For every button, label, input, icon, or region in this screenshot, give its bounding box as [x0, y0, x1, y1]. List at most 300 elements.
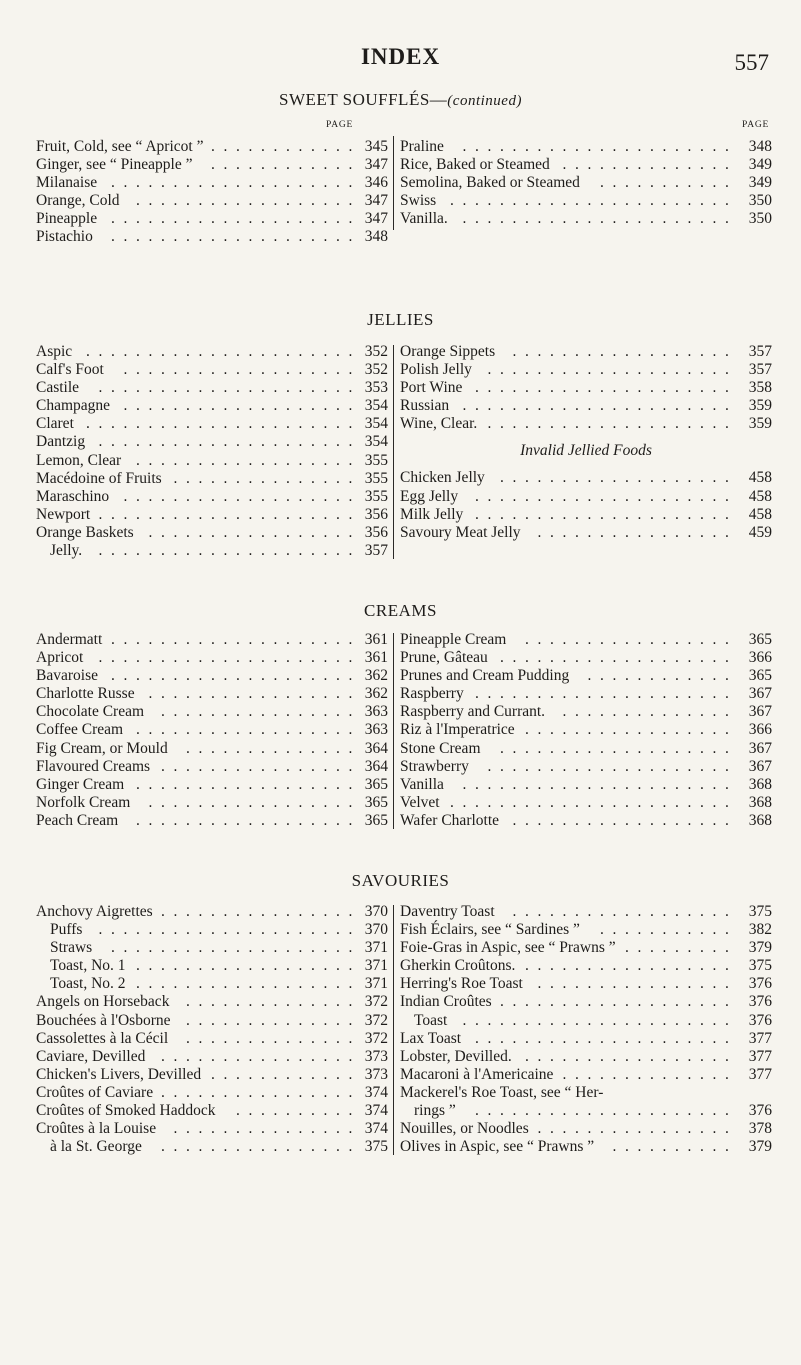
leader-dots: . . . . . . . . . . . . . . . . . . . . .	[98, 542, 353, 560]
entry-title: Angels on Horseback	[36, 993, 170, 1011]
index-entry	[36, 740, 388, 758]
index-entry	[400, 1066, 772, 1084]
right-column	[400, 631, 772, 830]
entry-title: Andermatt	[36, 631, 103, 648]
entry-title: Coffee Cream	[36, 721, 124, 739]
leader-dots: . . . . . . . . . . . . . . . . . . . .	[487, 361, 729, 379]
index-entry	[36, 1048, 388, 1066]
running-head	[0, 44, 801, 78]
leader-dots: . . . . . . . . . . . . . . . .	[537, 523, 729, 541]
entry-page: 355	[364, 469, 388, 487]
entry-title: Nouilles, or Noodles	[400, 1120, 529, 1138]
index-title: INDEX	[360, 44, 441, 69]
entry-title: Chicken Jelly	[400, 469, 485, 487]
leader-dots: . . . . . . . . . . . . . . . . . . . . . .	[462, 775, 729, 793]
leader-dots: . . . . . . . . . . . . . . . . . .	[136, 957, 353, 975]
leader-dots: . . . . . . . . . . . . . .	[186, 993, 353, 1011]
entry-page: 357	[364, 542, 388, 560]
entry-title: à la St. George	[50, 1138, 142, 1156]
entry-title: Ginger, see “ Pineapple ”	[36, 156, 193, 174]
entry-page: 373	[364, 1047, 388, 1065]
leader-dots: . . . . . . . . . . . . . . . . . . . . .	[475, 1029, 729, 1047]
entry-page: 371	[364, 939, 388, 957]
entry-page: 379	[748, 939, 772, 957]
entry-title: Milk Jelly	[400, 505, 464, 523]
index-entry	[400, 776, 772, 794]
leader-dots: . . . . . . . . . . . . . . . . . .	[136, 811, 353, 829]
entry-title: Strawberry	[400, 757, 469, 775]
leader-dots: . . . . . . . . . . . . . . . . . . .	[123, 361, 353, 379]
entry-page: 354	[364, 415, 388, 433]
entry-page: 374	[364, 1083, 388, 1101]
entry-page: 365	[364, 793, 388, 811]
leader-dots: . . . . . . . . . . . . . . . . . .	[136, 775, 353, 793]
index-entry	[400, 957, 772, 975]
entry-title: Vanilla.	[400, 210, 448, 228]
index-entry	[400, 703, 772, 721]
leader-dots: . . . . . . . . . . . . . . . . . . . . .	[475, 487, 729, 505]
entry-title: Daventry Toast	[400, 903, 495, 920]
entry-page: 345	[364, 138, 388, 155]
entry-page: 357	[748, 343, 772, 360]
leader-dots: . . . . . . . . . . . . . . . . .	[525, 957, 729, 975]
entry-title: Orange Baskets	[36, 523, 134, 541]
leader-dots: . . . . . . . . . . . . . . . . .	[148, 793, 353, 811]
entry-title: Semolina, Baked or Steamed	[400, 174, 580, 192]
entry-title: Norfolk Cream	[36, 793, 131, 811]
leader-dots: . . . . . . . . . . . . . . . . . . . . . .	[462, 210, 729, 228]
index-entry	[36, 993, 388, 1011]
index-entry	[36, 649, 388, 667]
entry-title: Jelly.	[50, 542, 83, 560]
index-entry	[400, 1030, 772, 1048]
entry-title: Anchovy Aigrettes	[36, 903, 153, 920]
entry-page: 355	[364, 451, 388, 469]
entry-page: 375	[364, 1138, 388, 1156]
entry-page: 364	[364, 739, 388, 757]
entry-page: 377	[748, 1029, 772, 1047]
entry-page: 377	[748, 1047, 772, 1065]
index-entry	[36, 1030, 388, 1048]
entry-page: 346	[364, 174, 388, 192]
entry-page: 357	[748, 361, 772, 379]
entry-page: 358	[748, 379, 772, 397]
entry-title: Stone Cream	[400, 739, 481, 757]
entry-page: 365	[748, 631, 772, 648]
leader-dots: . . . . . . . . . . . . . . . . . . . . .	[98, 649, 353, 667]
index-entry	[400, 721, 772, 739]
entry-page: 347	[364, 156, 388, 174]
entry-title: Swiss	[400, 192, 437, 210]
entry-page: 363	[364, 703, 388, 721]
index-entry	[400, 812, 772, 830]
entry-page: 366	[748, 721, 772, 739]
entry-page: 362	[364, 667, 388, 685]
entry-title: Raspberry and Currant.	[400, 703, 546, 721]
leader-dots: . . . . . . . . . . . . . . . . . . . .	[111, 210, 353, 228]
entry-page: 371	[364, 957, 388, 975]
index-entry	[400, 156, 772, 174]
index-entry	[400, 174, 772, 192]
entry-page: 367	[748, 739, 772, 757]
entry-page: 458	[748, 505, 772, 523]
index-entry	[36, 415, 388, 433]
index-entry	[36, 397, 388, 415]
leader-dots: . . . . . . . . . . . . . . . . . . . .	[111, 939, 353, 957]
leader-dots: . . . . . . . . . . . . . . . . . . .	[123, 487, 353, 505]
index-entry	[400, 1084, 772, 1102]
leader-dots: . . . . . . . . . . . . . .	[186, 739, 353, 757]
entry-page: 367	[748, 685, 772, 703]
leader-dots: . . . . . . . . . . . . . . . . . . . . .	[98, 379, 353, 397]
leader-dots: . . . . . . . . . . . . . . .	[173, 469, 353, 487]
leader-dots: . . . . . . . . . . . .	[587, 667, 729, 685]
entry-title: Toast	[414, 1011, 448, 1029]
leader-dots: . . . . . . . . . . . . . .	[186, 1011, 353, 1029]
leader-dots: . . . . . . . . . . . . . . . . . . . . . .	[462, 138, 729, 155]
leader-dots: . . . . . . . . . . . . . . . .	[161, 903, 353, 920]
leader-dots: . . . . . . . . . . . . . . . . . . . . .	[98, 505, 353, 523]
leader-dots: . . . . . . . . . . . . . .	[562, 156, 729, 174]
index-entry	[36, 174, 388, 192]
leader-dots: . . . . . . . . . . . . . . . . . . . . .	[475, 685, 729, 703]
index-entry	[400, 1138, 772, 1156]
index-entry	[400, 210, 772, 228]
leader-dots: . . . . . . . . . . . . . .	[562, 703, 729, 721]
index-entry	[36, 156, 388, 174]
index-entry	[36, 1138, 388, 1156]
entry-title: Egg Jelly	[400, 487, 459, 505]
index-entry	[36, 1120, 388, 1138]
entry-page: 373	[364, 1065, 388, 1083]
leader-dots: . . . . . . . . . .	[612, 1138, 729, 1156]
entry-title: Flavoured Creams	[36, 757, 151, 775]
index-entry	[400, 488, 772, 506]
leader-dots: . . . . . . . . . . . . . . . . . . .	[123, 397, 353, 415]
entry-title: Savoury Meat Jelly	[400, 523, 521, 541]
entry-title: Wine, Clear.	[400, 415, 478, 433]
leader-dots: . . . . . . . . . . . . . . . .	[161, 757, 353, 775]
entry-page: 366	[748, 649, 772, 667]
entry-title: Castile	[36, 379, 80, 397]
entry-title: Toast, No. 2	[50, 975, 126, 993]
right-column	[400, 343, 772, 542]
index-entry	[400, 343, 772, 361]
entry-title: Rice, Baked or Steamed	[400, 156, 550, 174]
leader-dots: . . . . . . . . . . . .	[211, 156, 353, 174]
entry-title: Riz à l'Imperatrice	[400, 721, 515, 739]
index-entry	[36, 975, 388, 993]
entry-title: Indian Croûtes	[400, 993, 492, 1011]
index-entry	[36, 361, 388, 379]
entry-title: Macaroni à l'Americaine	[400, 1065, 554, 1083]
entry-title: Fish Éclairs, see “ Sardines ”	[400, 921, 580, 939]
leader-dots: . . . . . . . . . . . . . . . . .	[525, 1047, 729, 1065]
index-entry	[36, 812, 388, 830]
entry-page: 374	[364, 1102, 388, 1120]
index-entry	[400, 415, 772, 433]
index-entry	[36, 1102, 388, 1120]
leader-dots: . . . . . . . . . . . . . . . . . . . . . .	[86, 415, 353, 433]
leader-dots: . . . . . . . . . . . . . . . . . . . . .	[98, 433, 353, 451]
entry-title: Lemon, Clear	[36, 451, 122, 469]
index-entry	[400, 361, 772, 379]
leader-dots: . . . . . . . . . . . . . . . . . . . .	[111, 228, 353, 246]
entry-page: 347	[364, 192, 388, 210]
entry-title: Croûtes à la Louise	[36, 1120, 157, 1138]
entry-title: Ginger Cream	[36, 775, 125, 793]
index-subheading: Invalid Jellied Foods	[520, 442, 652, 460]
entry-title: Chocolate Cream	[36, 703, 145, 721]
entry-page: 368	[748, 793, 772, 811]
index-entry	[36, 939, 388, 957]
entry-page: 350	[748, 210, 772, 228]
index-entry	[36, 667, 388, 685]
leader-dots: . . . . . . . . . . . . . . .	[173, 1120, 353, 1138]
leader-dots: . . . . . . . . . . . . . . . . . . .	[500, 993, 729, 1011]
entry-title: Bavaroise	[36, 667, 98, 685]
leader-dots: . . . . . . . . . . . . . . . . . . . . .	[475, 505, 729, 523]
left-column	[36, 138, 388, 247]
leader-dots: . . . . . . . . . . . . . . . . . .	[512, 903, 729, 920]
entry-page: 375	[748, 957, 772, 975]
leader-dots: . . . . . . . . . . . . . . . . . .	[136, 192, 353, 210]
index-entry	[400, 685, 772, 703]
index-entry	[400, 1012, 772, 1030]
index-entry	[36, 524, 388, 542]
entry-title: Milanaise	[36, 174, 98, 192]
entry-page: 361	[364, 649, 388, 667]
entry-title: Pistachio	[36, 228, 93, 246]
leader-dots: . . . . . . . . . . . . . . . . . . . . . .	[462, 397, 729, 415]
right-column-page-label: PAGE	[742, 120, 770, 130]
index-entry	[36, 794, 388, 812]
entry-page: 458	[748, 487, 772, 505]
entry-page: 368	[748, 775, 772, 793]
index-entry	[400, 758, 772, 776]
leader-dots: . . . . . . . . . . . . . . . .	[537, 975, 729, 993]
leader-dots: . . . . . . . . . . . .	[211, 1065, 353, 1083]
entry-title: Vanilla	[400, 775, 444, 793]
leader-dots: . . . . . . . . . . . . . . . .	[537, 1120, 729, 1138]
leader-dots: . . . . . . . . . . . . . . . . . . . .	[111, 174, 353, 192]
entry-page: 356	[364, 523, 388, 541]
entry-page: 352	[364, 343, 388, 360]
entry-title: Wafer Charlotte	[400, 811, 500, 829]
entry-title: Toast, No. 1	[50, 957, 126, 975]
leader-dots: . . . . . . . . . . . . . . . . . . . . . .	[86, 343, 353, 360]
leader-dots: . . . . . . . . . . .	[600, 921, 729, 939]
leader-dots: . . . . . . . . . . . . . . . .	[161, 1047, 353, 1065]
index-entry	[36, 210, 388, 228]
entry-title: Lax Toast	[400, 1029, 462, 1047]
entry-title: Croûtes of Smoked Haddock	[36, 1102, 216, 1120]
entry-title: Raspberry	[400, 685, 464, 703]
leader-dots: . . . . . . . . . . . . . . . . . . . .	[487, 757, 729, 775]
entry-title: Fruit, Cold, see “ Apricot ”	[36, 138, 204, 155]
column-divider	[393, 905, 394, 1155]
entry-page: 361	[364, 631, 388, 648]
index-entry	[400, 1102, 772, 1120]
column-divider	[393, 633, 394, 829]
section-heading-sweet-souffles	[0, 90, 801, 110]
index-entry	[400, 921, 772, 939]
section-heading-text: SWEET SOUFFLÉS—	[279, 90, 448, 109]
entry-title: Maraschino	[36, 487, 110, 505]
leader-dots: . . . . . . . . . . . . . . . . . .	[512, 343, 729, 360]
section-heading-creams: CREAMS	[364, 601, 437, 620]
leader-dots: . . . . . . . . . . . . . . . . .	[148, 523, 353, 541]
entry-title: Herring's Roe Toast	[400, 975, 523, 993]
entry-page: 372	[364, 993, 388, 1011]
entry-page: 354	[364, 433, 388, 451]
entry-page: 353	[364, 379, 388, 397]
index-entry	[36, 506, 388, 524]
entry-page: 352	[364, 361, 388, 379]
leader-dots: . . . . . . . . . . . . . . . . . . . . . . .	[450, 192, 729, 210]
index-entry	[400, 1120, 772, 1138]
entry-page: 377	[748, 1065, 772, 1083]
left-column	[36, 343, 388, 560]
entry-title: Foie-Gras in Aspic, see “ Prawns ”	[400, 939, 616, 957]
entry-title: Apricot	[36, 649, 84, 667]
leader-dots: . . . . . . . . . . . . . . . . . .	[136, 451, 353, 469]
index-entry	[400, 506, 772, 524]
entry-page: 359	[748, 397, 772, 415]
entry-title: Gherkin Croûtons.	[400, 957, 516, 975]
entry-title: Prune, Gâteau	[400, 649, 488, 667]
entry-title: Bouchées à l'Osborne	[36, 1011, 171, 1029]
entry-title: Calf's Foot	[36, 361, 104, 379]
entry-page: 378	[748, 1120, 772, 1138]
page-number: 557	[734, 50, 769, 75]
entry-title: Fig Cream, or Mould	[36, 739, 168, 757]
entry-title: Lobster, Devilled.	[400, 1047, 512, 1065]
entry-page: 350	[748, 192, 772, 210]
entry-title: Croûtes of Caviare	[36, 1083, 154, 1101]
leader-dots: . . . . . . . . . . . . . . . . . . . . .	[475, 379, 729, 397]
index-entry	[400, 975, 772, 993]
entry-page: 376	[748, 993, 772, 1011]
index-entry	[400, 524, 772, 542]
leader-dots: . . . . . . . . . . . . . . . .	[161, 1083, 353, 1101]
entry-page: 356	[364, 505, 388, 523]
entry-title: Port Wine	[400, 379, 463, 397]
entry-page: 368	[748, 811, 772, 829]
entry-page: 349	[748, 156, 772, 174]
entry-page: 370	[364, 921, 388, 939]
entry-title: Macédoine of Fruits	[36, 469, 162, 487]
entry-title: Puffs	[50, 921, 83, 939]
leader-dots: . . . . . . . . . . . . . . . . . .	[512, 811, 729, 829]
entry-page: 355	[364, 487, 388, 505]
index-entry	[36, 192, 388, 210]
section-heading-suffix: (continued)	[447, 93, 522, 109]
entry-title: Claret	[36, 415, 74, 433]
entry-title: Olives in Aspic, see “ Prawns ”	[400, 1138, 595, 1156]
left-column	[36, 903, 388, 1156]
index-entry	[36, 921, 388, 939]
leader-dots: . . . . . . . . . . . . . . . . . .	[136, 975, 353, 993]
entry-title: Russian	[400, 397, 450, 415]
leader-dots: . . . . . . . . . .	[236, 1102, 353, 1120]
entry-page: 375	[748, 903, 772, 920]
entry-title: Straws	[50, 939, 93, 957]
leader-dots: . . . . . . . . . . . . . . . . .	[525, 721, 729, 739]
leader-dots: . . . . . . . . . . . . . . . . . . . .	[111, 667, 353, 685]
leader-dots: . . . . . . . . . . . . . . . . . . .	[500, 469, 729, 487]
index-entry	[400, 469, 772, 487]
entry-page: 365	[364, 811, 388, 829]
entry-page: 348	[364, 228, 388, 246]
index-entry	[400, 192, 772, 210]
leader-dots: . . . . . . . . . . . . . . . . . . .	[500, 649, 729, 667]
leader-dots: . . . . . . . . . . . . . . . . .	[148, 685, 353, 703]
entry-title: Aspic	[36, 343, 73, 360]
leader-dots: . . . . . . . . . . . . . .	[186, 1029, 353, 1047]
index-entry	[36, 542, 388, 560]
index-entry	[400, 939, 772, 957]
leader-dots: . . . . . . . . . . .	[600, 174, 729, 192]
column-divider	[393, 136, 394, 230]
section-heading-jellies: JELLIES	[367, 310, 434, 329]
index-entry	[400, 740, 772, 758]
index-entry	[36, 721, 388, 739]
index-entry	[36, 776, 388, 794]
index-entry	[400, 794, 772, 812]
entry-title: Polish Jelly	[400, 361, 472, 379]
left-column	[36, 631, 388, 830]
entry-title: Peach Cream	[36, 811, 119, 829]
entry-page: 372	[364, 1029, 388, 1047]
entry-page: 362	[364, 685, 388, 703]
leader-dots: . . . . . . . . . . . . . . . . .	[525, 631, 729, 648]
index-entry	[400, 649, 772, 667]
leader-dots: . . . . . . . . . . . . . . . .	[161, 703, 353, 721]
index-entry	[36, 1084, 388, 1102]
entry-title: Charlotte Russe	[36, 685, 135, 703]
entry-title: Prunes and Cream Pudding	[400, 667, 570, 685]
leader-dots: . . . . . . . . . . . . . . . . . . . .	[111, 631, 353, 648]
index-entry	[400, 1048, 772, 1066]
index-entry	[36, 452, 388, 470]
index-entry	[400, 631, 772, 649]
entry-page: 363	[364, 721, 388, 739]
index-entry	[400, 138, 772, 156]
entry-title: Champagne	[36, 397, 111, 415]
entry-page: 379	[748, 1138, 772, 1156]
entry-page: 376	[748, 1102, 772, 1120]
entry-title: Pineapple	[36, 210, 98, 228]
entry-page: 372	[364, 1011, 388, 1029]
index-entry	[36, 703, 388, 721]
index-entry	[36, 433, 388, 451]
section-heading-savouries: SAVOURIES	[351, 871, 450, 890]
entry-page: 365	[748, 667, 772, 685]
index-entry	[36, 470, 388, 488]
leader-dots: . . . . . . . . . . . . . . . . . . .	[500, 739, 729, 757]
entry-page: 348	[748, 138, 772, 155]
column-divider	[393, 345, 394, 559]
entry-page: 376	[748, 1011, 772, 1029]
entry-page: 459	[748, 523, 772, 541]
index-entry	[400, 397, 772, 415]
leader-dots: . . . . . . . . . . . . . . . .	[161, 1138, 353, 1156]
entry-title: rings ”	[414, 1102, 456, 1120]
entry-page: 458	[748, 469, 772, 487]
entry-page: 359	[748, 415, 772, 433]
index-entry	[400, 903, 772, 921]
